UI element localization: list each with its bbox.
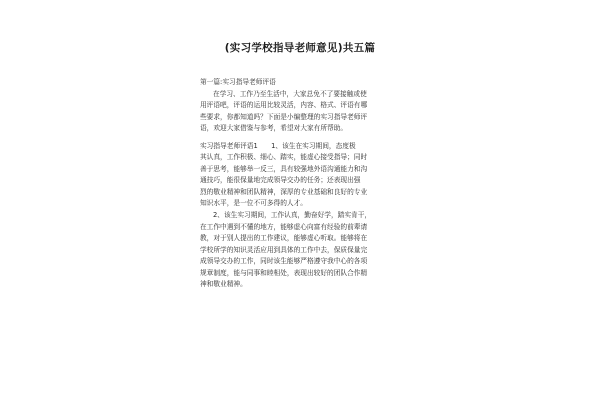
intro-line: 在学习、工作乃至生活中，大家总免不了要接触或使 bbox=[213, 89, 367, 98]
intro-line: 用评语吧，评语的运用比较灵活，内容、格式、评语有哪 bbox=[200, 101, 368, 110]
paragraph-2-line: 2、该生实习期间，工作认真，勤奋好学，踏实肯干， bbox=[213, 211, 372, 220]
paragraph-1-line: 实习指导老师评语1 1、该生在实习期间，态度极 bbox=[200, 141, 356, 150]
intro-line: 些要求，你都知道吗？下面是小编整理的实习指导老师评 bbox=[200, 112, 368, 121]
paragraph-2-line: 规章制度，能与同事和睦相处，表现出较好的团队合作精 bbox=[200, 268, 368, 277]
paragraph-1-line: 善于思考，能够举一反三，具有较强地外语沟通能力和沟 bbox=[200, 164, 368, 173]
paragraph-1-line: 其认真，工作积极、细心、踏实，能虚心接受指导；同时 bbox=[200, 153, 368, 162]
paragraph-2-line: 神和敬业精神。 bbox=[200, 280, 247, 289]
paragraph-1-line: 知识水平，是一位不可多得的人才。 bbox=[200, 199, 307, 208]
document-body bbox=[200, 77, 412, 291]
paragraph-2-line: 成领导交办的工作，同时该生能够严格遵守我中心的各项 bbox=[200, 257, 368, 266]
document-title: (实习学校指导老师意见)共五篇 bbox=[224, 42, 376, 54]
intro-line: 语，欢迎大家借鉴与参考，希望对大家有所帮助。 bbox=[200, 124, 348, 133]
paragraph-2-line: 教，对于别人提出的工作建议，能够虚心听取。能够将在 bbox=[200, 234, 368, 243]
section-heading: 第一篇:实习指导老师评语 bbox=[200, 78, 276, 86]
paragraph-1-line: 通技巧，能很保量地完成领导交办的任务；还表现出强 bbox=[200, 176, 361, 185]
paragraph-2-line: 在工作中遇到不懂的地方，能够虚心向富有经验的前辈请 bbox=[200, 222, 368, 231]
paragraph-2-line: 学校所学的知识灵活应用到具体的工作中去，保质保量完 bbox=[200, 245, 368, 254]
paragraph-1-line: 烈的敬业精神和团队精神，深厚的专业基础和良好的专业 bbox=[200, 187, 368, 196]
